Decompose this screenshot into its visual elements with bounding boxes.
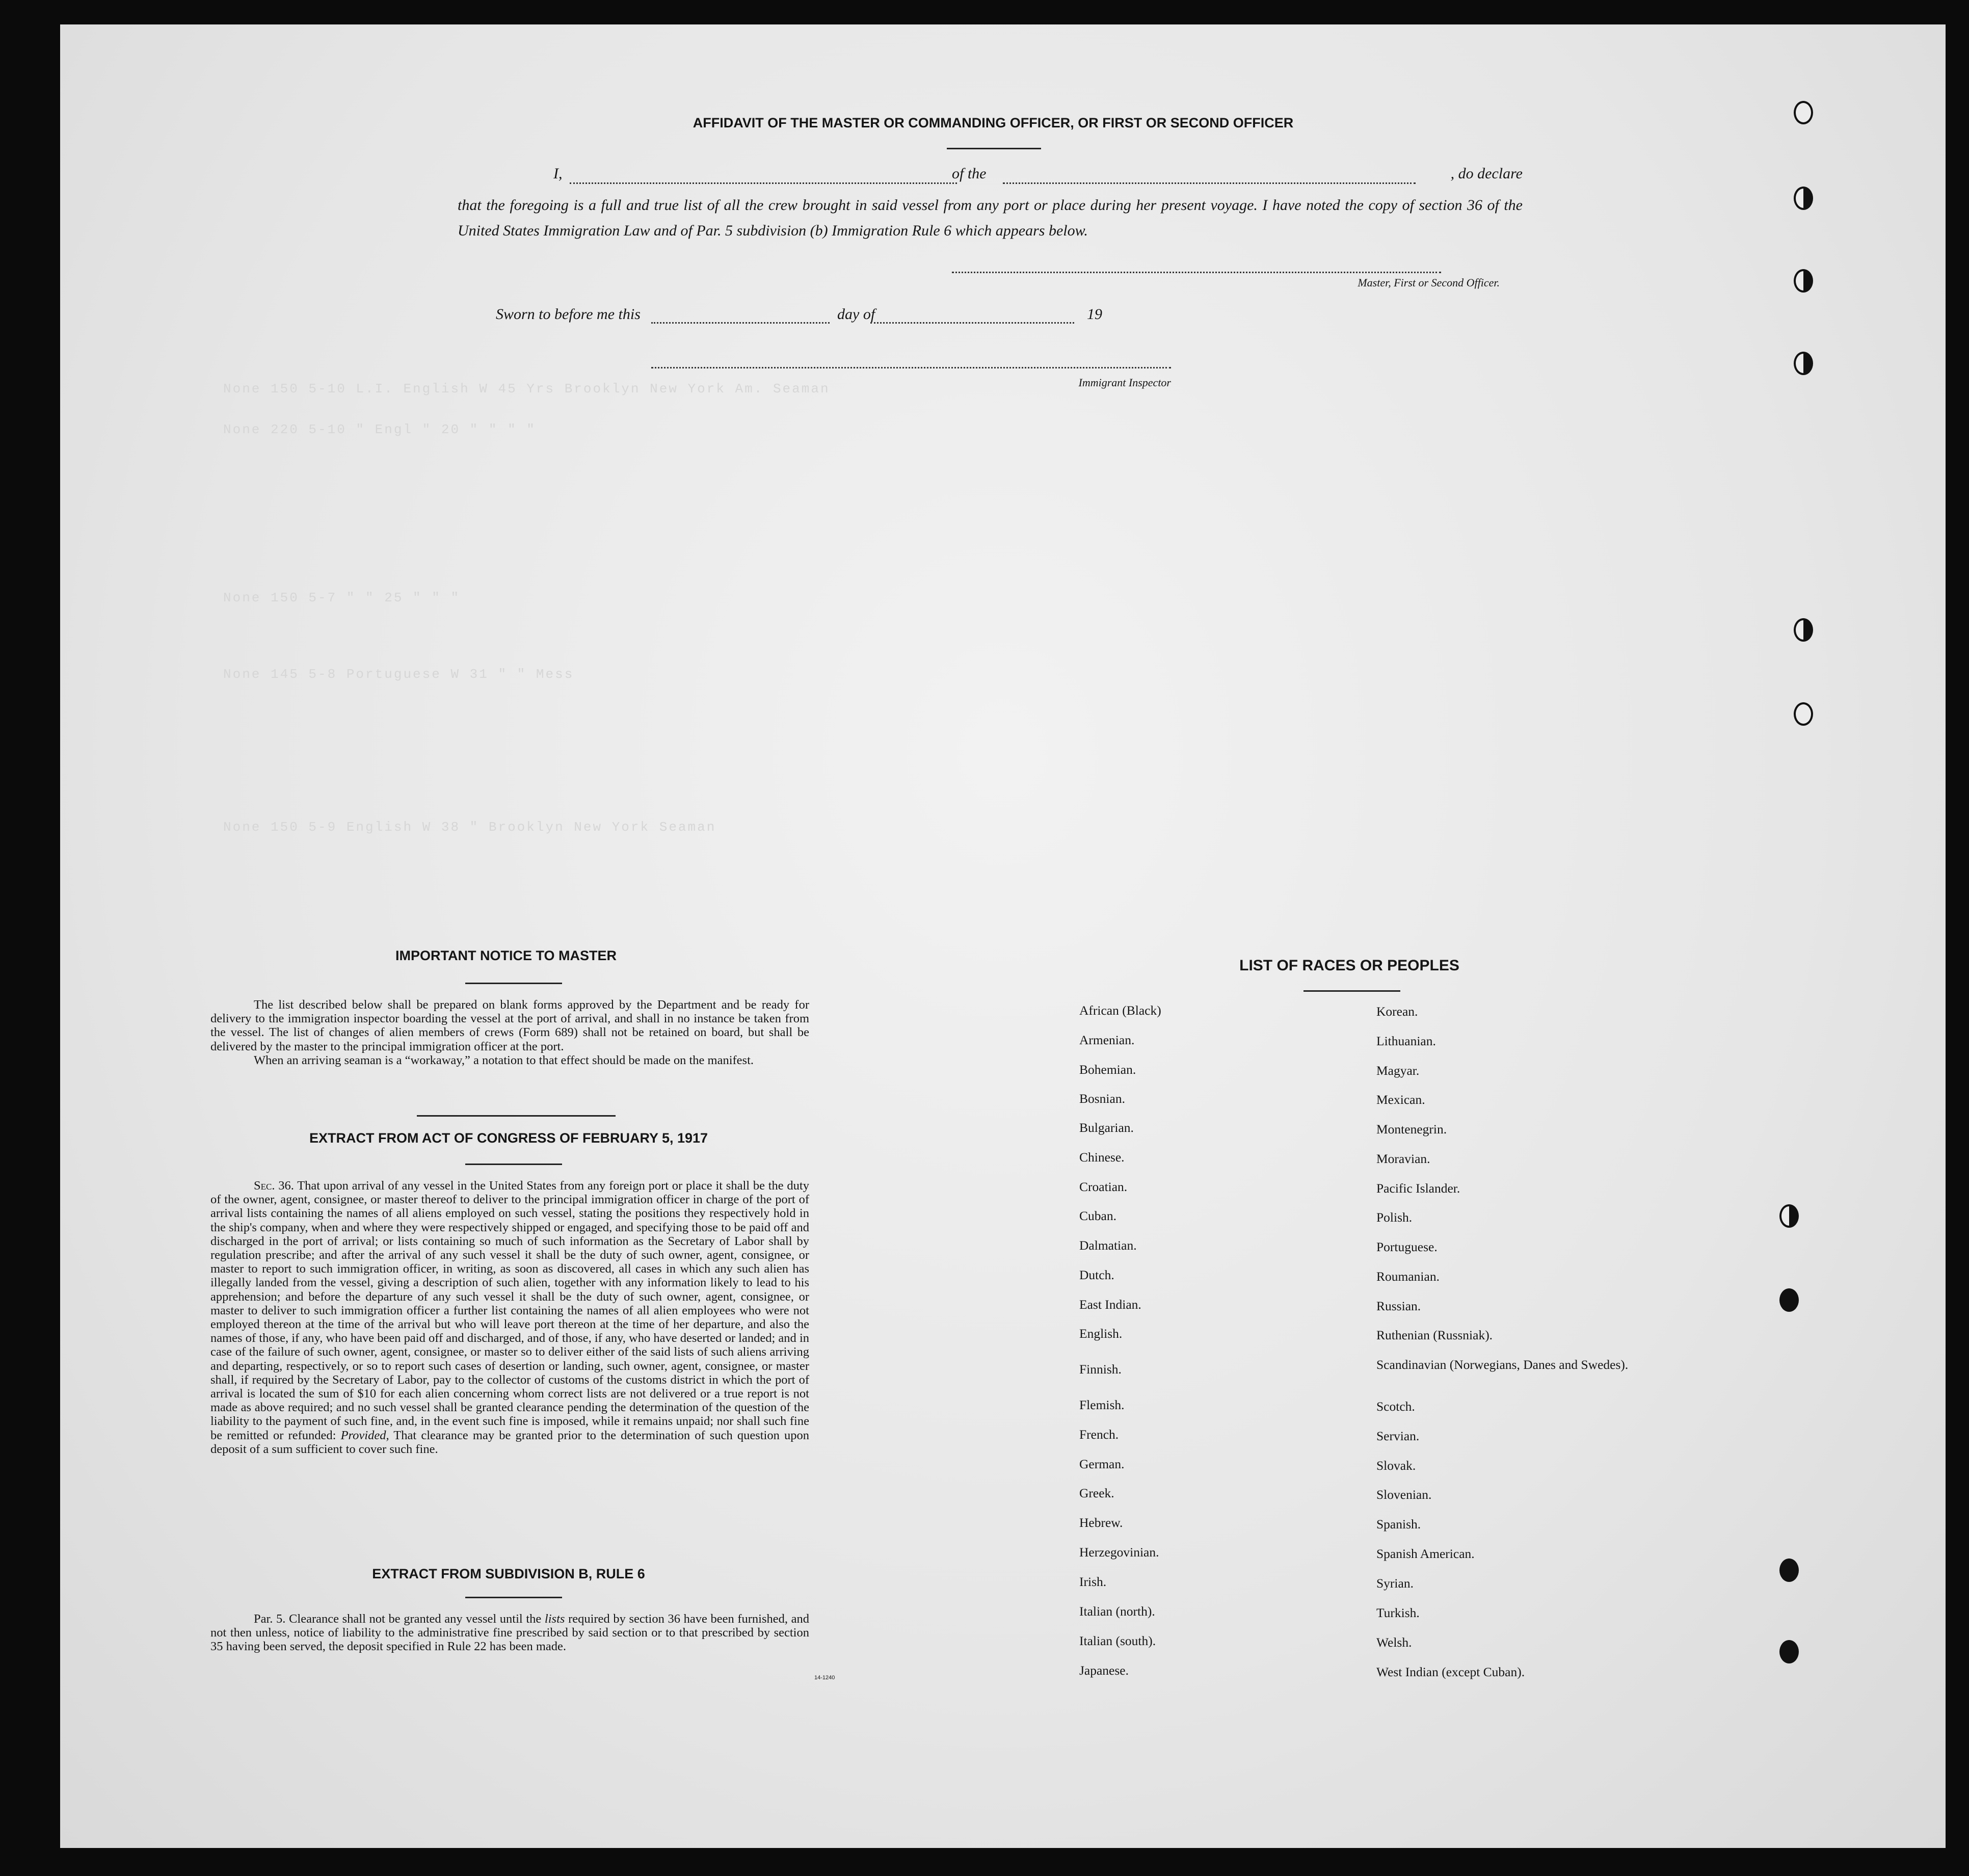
race-item: Spanish. [1376,1517,1421,1531]
race-item: Slovenian. [1376,1487,1432,1502]
affidavit-do-declare-label: , do declare [1450,165,1523,182]
race-item: Cuban. [1079,1208,1116,1223]
form-number: 14-1240 [814,1675,835,1681]
race-item: Moravian. [1376,1151,1430,1166]
race-item: Herzegovinian. [1079,1545,1159,1560]
race-item: Magyar. [1376,1063,1420,1078]
notice-heading: IMPORTANT NOTICE TO MASTER [395,948,617,963]
race-item: Bohemian. [1079,1062,1136,1077]
race-item: Japanese. [1079,1663,1129,1678]
race-item: Bosnian. [1079,1091,1125,1106]
divider [465,983,562,984]
race-item: German. [1079,1457,1125,1471]
punch-hole-icon [1779,1640,1799,1663]
race-item: Croatian. [1079,1179,1128,1194]
sworn-label: Sworn to before me this [496,306,641,323]
race-item: Dalmatian. [1079,1238,1137,1253]
punch-hole-icon [1779,1204,1799,1228]
divider [465,1164,562,1165]
rule-extract-text [210,1612,809,1654]
document-page [60,24,1946,1848]
punch-hole-icon [1794,702,1813,726]
punch-hole-icon [1779,1288,1799,1312]
race-item: Turkish. [1376,1605,1420,1620]
race-item: Pacific Islander. [1376,1181,1460,1196]
punch-hole-icon [1779,1558,1799,1582]
bleed-through-text: None 150 5-9 English W 38 " Brooklyn New York Seaman [223,820,716,835]
signature-blank-line[interactable] [952,272,1441,273]
bleed-through-text: None 220 5-10 " Engl " 20 " " " " [223,422,536,437]
race-item: Portuguese. [1376,1239,1438,1254]
race-item: Scandinavian (Norwegians, Danes and Swedes). [1376,1357,1629,1372]
race-item: Italian (north). [1079,1604,1155,1619]
day-blank-line[interactable] [651,322,830,324]
race-item: Irish. [1079,1574,1107,1589]
year-prefix: 19 [1087,306,1102,323]
race-item: Lithuanian. [1376,1034,1436,1048]
vessel-blank-line[interactable] [1003,182,1416,184]
month-blank-line[interactable] [870,322,1074,324]
race-item: Roumanian. [1376,1269,1440,1284]
punch-hole-icon [1794,269,1813,293]
affidavit-i-label: I, [553,165,563,182]
bleed-through-text: None 150 5-7 " " 25 " " " [223,590,461,605]
race-item: Montenegrin. [1376,1122,1447,1137]
race-item: Ruthenian (Russniak). [1376,1328,1493,1342]
notice-text [210,998,809,1067]
name-blank-line[interactable] [570,182,957,184]
race-item: East Indian. [1079,1297,1141,1312]
notice-paragraph: When an arriving seaman is a “workaway,” a notation to that effect should be made on the manifest. [254,1053,754,1067]
race-item: Mexican. [1376,1092,1425,1107]
race-item: Bulgarian. [1079,1120,1134,1135]
bleed-through-text: None 145 5-8 Portuguese W 31 " " Mess [223,667,574,682]
bleed-through-text: None 150 5-10 L.I. English W 45 Yrs Brooklyn New York Am. Seaman [223,381,830,397]
affidavit-body: that the foregoing is a full and true list of all the crew brought in said vessel from any port or place during her present voyage. I have noted the copy of section 36 of the United States Immigration Law and of Par. 5 subdivision (b) Immigration Rule 6 which appears below. [458,197,1523,239]
race-item: Spanish American. [1376,1546,1475,1561]
section-label: Sec. 36. [254,1179,294,1193]
affidavit-heading: AFFIDAVIT OF THE MASTER OR COMMANDING OFFICER, OR FIRST OR SECOND OFFICER [693,115,1294,130]
divider [465,1597,562,1598]
race-item: Welsh. [1376,1635,1412,1650]
divider [1303,990,1400,992]
race-item: Servian. [1376,1429,1420,1443]
race-item: Greek. [1079,1486,1114,1500]
punch-hole-icon [1794,352,1813,375]
punch-hole-icon [1794,187,1813,210]
day-of-label: day of [837,306,875,323]
race-item: Chinese. [1079,1150,1125,1165]
act-extract-text [210,1179,809,1456]
race-item: French. [1079,1427,1119,1442]
divider [417,1115,616,1117]
act-extract-heading: EXTRACT FROM ACT OF CONGRESS OF FEBRUARY 5, 1917 [309,1130,708,1146]
lists-word: lists [544,1612,565,1626]
race-item: Scotch. [1376,1399,1415,1414]
act-text-part2: That clearance may be granted prior to the determination of such question upon deposit of a sum sufficient to cover such fine. [210,1428,809,1456]
affidavit-declaration-line [463,165,1523,191]
race-item: Syrian. [1376,1576,1414,1591]
race-item: Armenian. [1079,1033,1135,1047]
provided-label: Provided, [340,1428,389,1442]
divider [947,148,1041,149]
sworn-line [496,306,1209,331]
race-item: Polish. [1376,1210,1413,1225]
races-heading: LIST OF RACES OR PEOPLES [1239,957,1459,974]
affidavit-of-the-label: of the [952,165,987,182]
race-item: West Indian (except Cuban). [1376,1664,1525,1679]
race-item: Italian (south). [1079,1633,1156,1648]
signature-label: Master, First or Second Officer. [1358,276,1500,289]
notice-paragraph: The list described below shall be prepared on blank forms approved by the Department and be ready for delivery to the immigration inspector boarding the vessel at the port of arrival, and shall in no instance be taken from the vessel. The list of changes of alien members of crews (Form 689) shall not be retained on board, but shall be delivered by the master to the principal immigration officer at the port. [210,998,809,1053]
punch-hole-icon [1794,618,1813,642]
race-item: Finnish. [1079,1362,1122,1377]
race-item: African (Black) [1079,1003,1161,1018]
rule-text-part2: required by section 36 have been furnished, and not then unless, notice of liability to the administrative fine prescribed by said section or to that prescribed by section 35 having been served, the deposit specified in Rule 22 has been made. [210,1612,810,1654]
act-text-part1: That upon arrival of any vessel in the United States from any foreign port or place it shall be the duty of the owner, agent, consignee, or master thereof to deliver to the principal immigration officer in charge of the port of arrival lists containing the names of all aliens employed on such vessel, stating the positions they respectively hold in the ship's company, when and where they were respectively shipped or engaged, and specifying those to be paid off and discharged in the port of arrival; or lists containing so much of such information as the Secretary of Labor shall by regulation prescribe; and after the arrival of any such vessel it shall be the duty of such owner, agent, consignee, or master to report to such immigration officer, in writing, as soon as discovered, all cases in which any such alien has illegally landed from the vessel, giving a description of such alien, together with any information likely to lead to his apprehension; and before the departure of any such vessel it shall be the duty of such owner, agent, consignee, or master to deliver to such immigration officer a further list containing the names of all alien employees who were not employed thereon at the time of the arrival but who will leave port thereon at the time of her departure, and also the names of those, if any, who have been paid off and discharged, and of those, if any, who have deserted or landed; and in case of the failure of such owner, agent, consignee, or master so to deliver either of the said lists of such aliens arriving and departing, respectively, or so to report such cases of desertion or landing, such owner, agent, consignee, or master shall, if required by the Secretary of Labor, pay to the collector of customs of the customs district in which the port of arrival is located the sum of $10 for each alien concerning whom correct lists are not delivered or a true report is not made as above required; and no such vessel shall be granted clearance pending the determination of the question of the liability to the payment of such fine, and, in the event such fine is imposed, while it remains unpaid; nor shall such fine be remitted or refunded: [210,1179,809,1442]
race-item: Flemish. [1079,1397,1125,1412]
race-item: Hebrew. [1079,1515,1123,1530]
race-item: Korean. [1376,1004,1418,1019]
race-item: Russian. [1376,1299,1421,1313]
punch-hole-icon [1794,101,1813,124]
inspector-label: Immigrant Inspector [1078,376,1171,389]
rule-text-part1: Par. 5. Clearance shall not be granted any vessel until the [254,1612,542,1626]
rule-extract-heading: EXTRACT FROM SUBDIVISION B, RULE 6 [372,1566,645,1581]
inspector-blank-line[interactable] [651,367,1171,368]
race-item: Dutch. [1079,1267,1114,1282]
race-item: Slovak. [1376,1458,1416,1473]
race-item: English. [1079,1326,1123,1341]
